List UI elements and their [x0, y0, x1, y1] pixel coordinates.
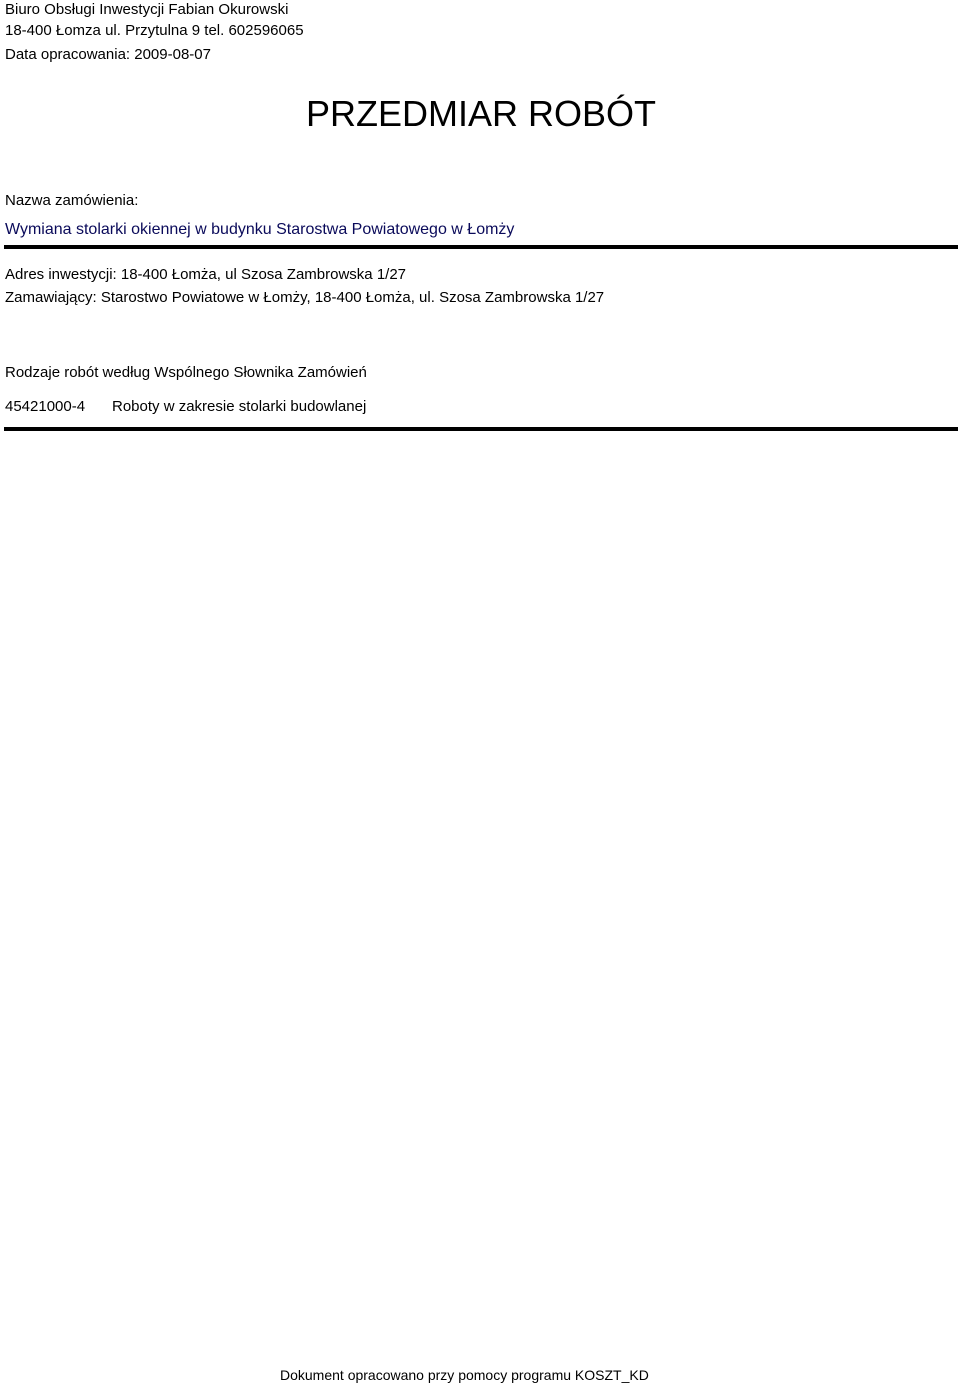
order-name-label: Nazwa zamówienia: [5, 192, 139, 209]
office-address-phone: 18-400 Łomza ul. Przytulna 9 tel. 602596065 [5, 22, 304, 39]
divider-bottom [4, 427, 958, 431]
investment-address: Adres inwestycji: 18-400 Łomża, ul Szosa Zambrowska 1/27 [5, 266, 407, 283]
ordering-party: Zamawiający: Starostwo Powiatowe w Łomży, 18-400 Łomża, ul. Szosa Zambrowska 1/27 [5, 289, 605, 306]
cpv-code: 45421000-4 [5, 398, 86, 415]
cpv-heading: Rodzaje robót według Wspólnego Słownika Zamówień [5, 364, 367, 381]
office-name: Biuro Obsługi Inwestycji Fabian Okurowski [5, 1, 289, 18]
prepared-date: Data opracowania: 2009-08-07 [5, 46, 211, 63]
divider-top [4, 245, 958, 249]
order-name: Wymiana stolarki okiennej w budynku Starostwa Powiatowego w Łomży [5, 221, 515, 238]
document-title [0, 93, 960, 134]
footer-note: Dokument opracowano przy pomocy programu KOSZT_KD [280, 1367, 649, 1383]
cpv-description: Roboty w zakresie stolarki budowlanej [112, 398, 367, 415]
document-title-text: PRZEDMIAR ROBÓT [305, 93, 656, 134]
